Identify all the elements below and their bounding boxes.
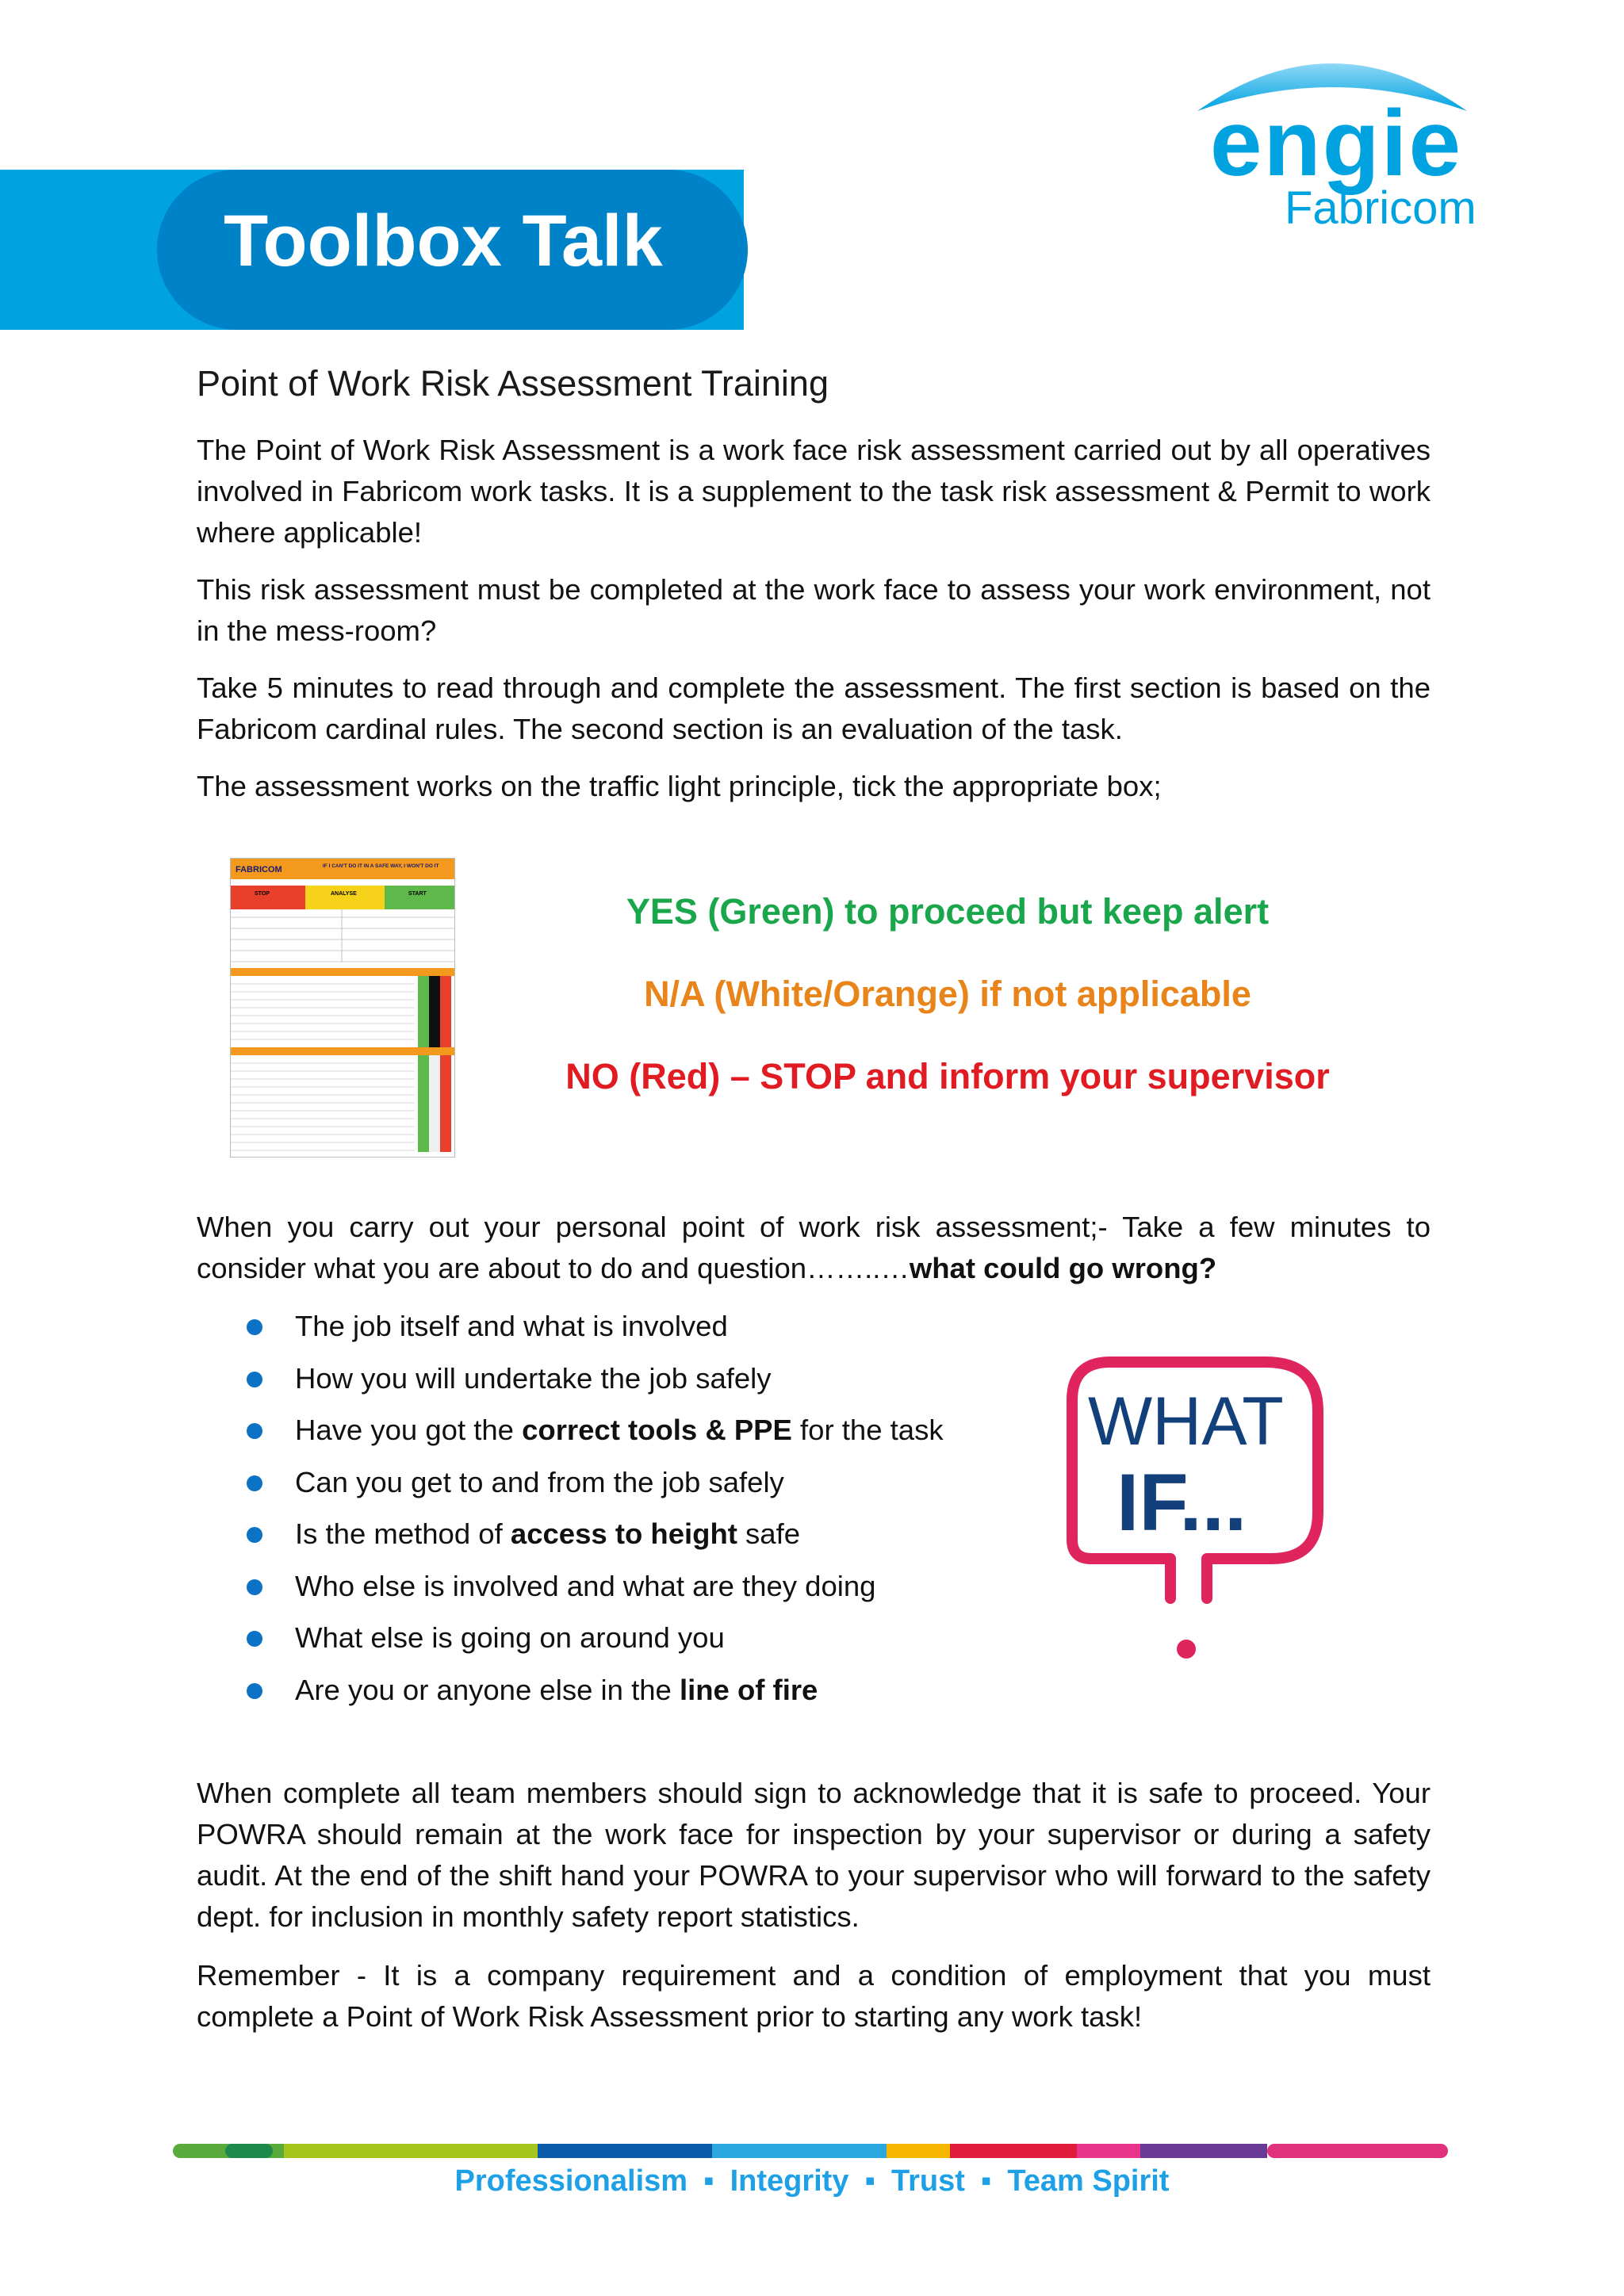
footer-values: Professionalism ▪ Integrity ▪ Trust ▪ Team Spirit [454, 2164, 1170, 2198]
what-if-question-mark-icon [1059, 1353, 1337, 1670]
form-brand: FABRICOM [236, 865, 282, 874]
paragraph-sign-off: When complete all team members should sign to acknowledge that it is safe to proceed. Your POWRA should remain at the work face for inspection by your supervisor or during a safety audit. At the end of the shift hand your POWRA to your supervisor who will forward to the safety dept. for inclusion in monthly safety report statistics. [197, 1777, 1431, 1933]
list-item: The job itself and what is involved [243, 1300, 944, 1353]
logo-wordmark: engie [1209, 91, 1463, 196]
footer-color-stripe [173, 2144, 1448, 2158]
bullet-icon [247, 1372, 262, 1387]
list-item: Can you get to and from the job safely [243, 1456, 944, 1509]
list-item: How you will undertake the job safely [243, 1353, 944, 1405]
bullet-icon [247, 1683, 262, 1699]
paragraph-work-face: This risk assessment must be completed at the work face to assess your work environment, not in the mess-room? [197, 573, 1431, 647]
paragraph-five-minutes: Take 5 minutes to read through and complete the assessment. The first section is based on the Fabricom cardinal rules. The second section is an evaluation of the task. [197, 672, 1431, 745]
legend-red: NO (Red) – STOP and inform your supervisor [565, 1056, 1330, 1096]
bullet-icon [247, 1631, 262, 1647]
question-bold: what could go wrong? [909, 1252, 1217, 1284]
logo-subtitle: Fabricom [1285, 182, 1477, 234]
list-item: Have you got the correct tools & PPE for the task [243, 1404, 944, 1456]
bullet-icon [247, 1423, 262, 1439]
if-text: IF... [1116, 1457, 1247, 1548]
bullet-icon [247, 1579, 262, 1595]
value-trust: Trust [891, 2164, 965, 2198]
paragraph-question [197, 1207, 1431, 1289]
value-team-spirit: Team Spirit [1007, 2164, 1170, 2198]
list-item: Is the method of access to height safe [243, 1508, 944, 1560]
list-item: Are you or anyone else in the line of fire [243, 1664, 944, 1716]
list-item: Who else is involved and what are they doing [243, 1560, 944, 1613]
bullet-icon [247, 1475, 262, 1491]
paragraph-intro: The Point of Work Risk Assessment is a work face risk assessment carried out by all operatives involved in Fabricom work tasks. It is a supplement to the task risk assessment & Permit to work where applicable! [197, 434, 1431, 549]
page-title: Toolbox Talk [224, 201, 663, 281]
form-analyse: ANALYSE [331, 891, 357, 897]
form-motto: IF I CAN'T DO IT IN A SAFE WAY, I WON'T DO IT [323, 863, 439, 869]
bullet-icon [247, 1319, 262, 1335]
bullet-icon [247, 1527, 262, 1543]
what-text: WHAT [1088, 1383, 1284, 1460]
value-integrity: Integrity [730, 2164, 849, 2198]
section-heading: Point of Work Risk Assessment Training [197, 363, 829, 404]
legend-green: YES (Green) to proceed but keep alert [626, 891, 1270, 932]
question-lead: When you carry out your personal point of work risk assessment;- Take a few minutes to consider what you are about to do and question……..… [197, 1211, 1431, 1284]
paragraph-traffic-light: The assessment works on the traffic light principle, tick the appropriate box; [197, 770, 1162, 802]
form-stop: STOP [255, 891, 270, 897]
engie-fabricom-logo [1142, 32, 1522, 238]
paragraph-remember: Remember - It is a company requirement and a condition of employment that you must complete a Point of Work Risk Assessment prior to starting any work task! [197, 1959, 1431, 2033]
checklist [243, 1300, 944, 1716]
powra-form-image [230, 858, 455, 1158]
list-item: What else is going on around you [243, 1612, 944, 1664]
value-professionalism: Professionalism [454, 2164, 688, 2198]
form-start: START [408, 891, 427, 897]
legend-orange: N/A (White/Orange) if not applicable [644, 974, 1251, 1014]
